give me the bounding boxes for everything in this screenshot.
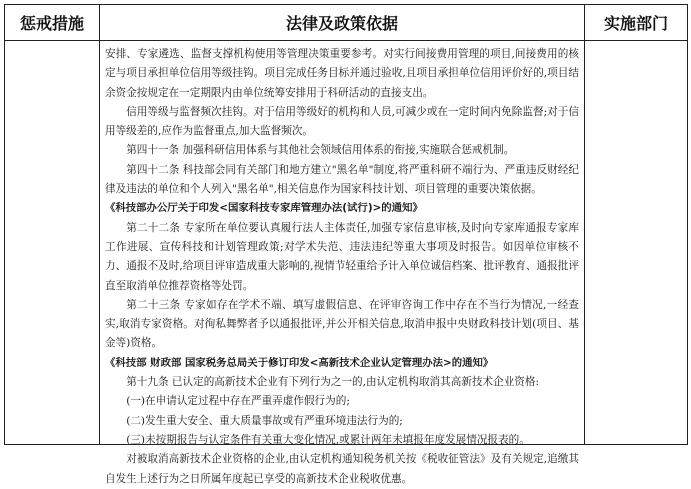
paragraph: 信用等级与监督频次挂钩。对于信用等级好的机构和人员,可减少或在一定时间内免除监督;对于信用等级差的,应作为监督重点,加大监督频次。 [105,105,579,138]
policy-table [4,4,688,485]
list-item: (三)未按期报告与认定条件有关重大变化情况,或累计两年未填报年度发展情况报表的。 [126,433,530,446]
paragraph: 对被取消高新技术企业资格的企业,由认定机构通知税务机关按《税收征管法》及有关规定,追缴其自发生上述行为之日所属年度起已享受的高新技术企业税收优惠。 [105,453,579,485]
article-41: 第四十一条 加强科研信用体系与其他社会领域信用体系的衔接,实施联合惩戒机制。 [126,144,515,157]
document-title: 《科技部 财政部 国家税务总局关于修订印发<高新技术企业认定管理办法>的通知》 [105,356,494,369]
header-divider [5,40,687,41]
header-legal-basis: 法律及政策依据 [285,14,398,33]
list-item: (二)发生重大安全、重大质量事故或有严重环境违法行为的; [126,414,403,427]
header-penalty-measures: 惩戒措施 [19,14,84,33]
legal-basis-content [105,45,579,489]
paragraph: 安排、专家遴选、监督支撑机构使用等管理决策重要参考。对实行间接费用管理的项目,间接费用的核定与项目承担单位信用等级挂钩。项目完成任务目标并通过验收,且项目承担单位信用评价好的,项目结余资金按规定在一定期限内由单位统筹安排用于科研活动的直接支出。 [105,48,579,99]
document-title: 《科技部办公厅关于印发<国家科技专家库管理办法(试行)>的通知》 [105,202,423,215]
column-divider [584,5,585,444]
header-implementing-dept: 实施部门 [603,14,668,33]
column-divider [99,5,100,444]
list-item: (一)在申请认定过程中存在严重弄虚作假行为的; [126,395,350,408]
article-42: 第四十二条 科技部会同有关部门和地方建立"黑名单"制度,将严重科研不端行为、严重违反财经纪律及违法的单位和个人列入"黑名单",相关信息作为国家科技计划、项目管理的重要决策依据。 [105,163,579,196]
article-22: 第二十二条 专家所在单位要认真履行法人主体责任,加强专家信息审核,及时向专家库通报专家库工作进展、宣传科技和计划管理政策;对学术失范、违法违纪等重大事项及时报告。如因单位审核不力、通报不及时,给项目评审造成重大影响的,视情节轻重给予计入单位诚信档案、批评教育、通报批评直至取消单位推荐资格等处罚。 [105,221,579,292]
article-23: 第二十三条 专家如存在学术不端、填写虚假信息、在评审咨询工作中存在不当行为情况,一经查实,取消专家资格。对徇私舞弊者予以通报批评,并公开相关信息,取消申报中央财政科技计划(项目、基金等)资格。 [105,298,579,350]
article-19: 第十九条 已认定的高新技术企业有下列行为之一的,由认定机构取消其高新技术企业资格: [126,376,540,389]
